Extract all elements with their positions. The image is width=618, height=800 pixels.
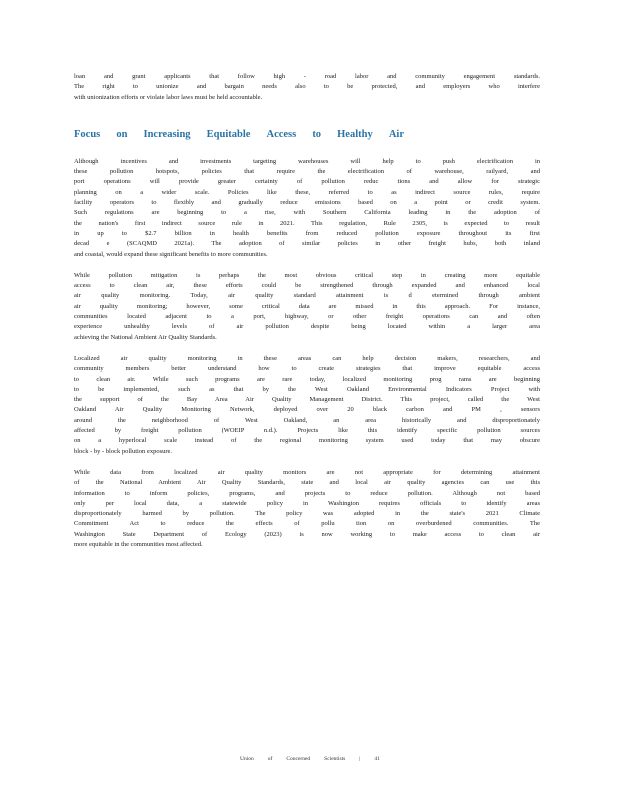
text-line: of the National Ambient Air Quality Standards, state and local air quality agencies can use this [74, 479, 540, 487]
document-body [74, 72, 540, 550]
text-line: around the neighborhood of West Oakland, an area historically and disproportionately [74, 416, 540, 424]
paragraph-1 [74, 157, 540, 260]
text-line: in up to $2.7 billion in health benefits from reduced pollution exposure throughout its first [74, 229, 540, 237]
text-line: communities located adjacent to a port, highway, or other freight operations can and often [74, 313, 540, 321]
footer-org-word: Union [240, 756, 254, 762]
text-line: Washington State Department of Ecology (2023) is now working to make access to clean air [74, 530, 540, 538]
paragraph-3 [74, 354, 540, 457]
paragraph-2 [74, 271, 540, 343]
text-line: only per local data, a statewide policy in Washington requires officials to identify areas [74, 499, 540, 507]
text-line: Such regulations are beginning to a rise, with Southern California leading in the adoption of [74, 209, 540, 217]
footer-org-word: Concerned [286, 756, 311, 762]
paragraph-4 [74, 468, 540, 550]
text-line: Commitment Act to reduce the effects of pollu tion on overburdened communities. The [74, 520, 540, 528]
text-line: these pollution hotspots, policies that require the electrification of warehouse, railyard, and [74, 168, 540, 176]
text-line: on a hyperlocal scale instead of the regional monitoring system used today that may obscure [74, 437, 540, 445]
footer-separator: | [359, 756, 361, 762]
text-line: the support of the Bay Area Air Quality Management District. This project, called the West [74, 396, 540, 404]
heading-word: Healthy [337, 128, 373, 140]
text-line: community members better understand how to create strategies that improve equitable access [74, 365, 540, 373]
footer-org-word: Scientists [324, 756, 346, 762]
text-line: information to inform policies, programs, and projects to reduce pollution. Although not based [74, 489, 540, 497]
text-line: experience unhealthy levels of air pollution despite being located within a larger area [74, 323, 540, 331]
text-line: to clean air. While such programs are rare today, localized monitoring prog rams are beginning [74, 375, 540, 383]
text-line: and coastal, would expand these significant benefits to more communities. [74, 250, 268, 258]
heading-word: to [312, 128, 322, 140]
text-line: Although incentives and investments targeting warehouses will help to push electrification in [74, 157, 540, 165]
heading-word: on [116, 128, 128, 140]
heading-word: Focus [74, 128, 101, 140]
text-line: the nation's first indirect source rule in 2021. This regulation, Rule 2305, is expected to result [74, 219, 540, 227]
footer-org [240, 756, 345, 762]
page-number: 41 [374, 756, 380, 762]
text-line: air quality monitoring. Today, air quality standard attainment is d etermined through ambient [74, 292, 540, 300]
text-line: Localized air quality monitoring in these areas can help decision makers, researchers, and [74, 354, 540, 362]
text-line: disproportionately harmed by pollution. The policy was adopted in the state's 2021 Climate [74, 510, 540, 518]
text-line: The right to unionize and bargain needs also to be protected, and employers who interfere [74, 83, 540, 91]
text-line: access to clean air, these efforts could be strengthened through expanded and enhanced local [74, 282, 540, 290]
text-line: Oakland Air Quality Monitoring Network, deployed over 20 black carbon and PM , sensors [74, 406, 540, 414]
text-line: with unionization efforts or violate labor laws must be held accountable. [74, 93, 263, 101]
text-line: loan and grant applicants that follow high - road labor and community engagement standards. [74, 73, 540, 80]
page-footer [240, 756, 380, 762]
text-line: planning on a wider scale. Policies like these, referred to as indirect source rules, require [74, 188, 540, 196]
footer-org-word: of [267, 756, 273, 762]
text-line: to be implemented, such as that by the West Oakland Environmental Indicators Project with [74, 385, 540, 393]
text-line: While data from localized air quality monitors are not appropriate for determining attainment [74, 468, 540, 476]
text-line: achieving the National Ambient Air Quality Standards. [74, 333, 217, 341]
heading-word: Equitable [206, 128, 251, 140]
intro-paragraph [74, 72, 540, 103]
heading-word: Air [388, 128, 404, 140]
text-line: air quality monitoring; however, some critical data are missed in this approach. For instance, [74, 302, 540, 310]
heading-word: Access [266, 128, 297, 140]
text-line: decad e (SCAQMD 2021a). The adoption of similar policies in other freight hubs, both inland [74, 240, 540, 248]
text-line: affected by freight pollution (WOEIP n.d.). Projects like this identify specific pollution sources [74, 427, 540, 435]
text-line: block - by - block pollution exposure. [74, 447, 173, 455]
text-line: port operations will provide greater certainty of pollution reduc tions and allow for strategic [74, 178, 540, 186]
heading-word: Increasing [143, 128, 191, 140]
text-line: more equitable in the communities most affected. [74, 540, 203, 548]
text-line: facility operators to flexibly and gradually reduce emissions based on a point or credit system. [74, 199, 540, 207]
text-line: While pollution mitigation is perhaps the most obvious critical step in creating more equitable [74, 271, 540, 279]
section-heading [74, 129, 404, 140]
